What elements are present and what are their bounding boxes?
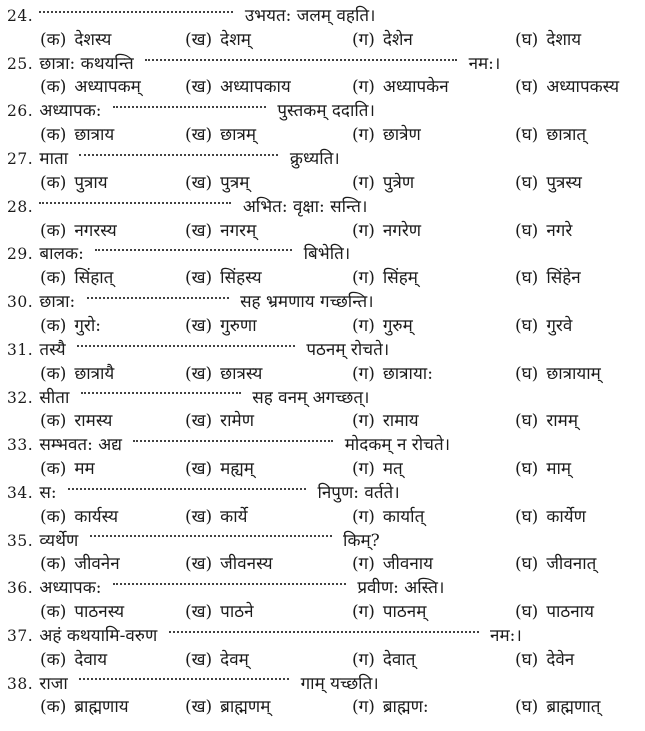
question-pre-text: छात्रा: — [39, 292, 76, 313]
option-word: नगरेण — [382, 220, 422, 241]
option-gha — [515, 410, 578, 434]
option-word: कार्येण — [546, 506, 586, 527]
question-number: 32. — [7, 388, 34, 407]
question-number: 24. — [7, 7, 34, 25]
option-letter: (क) — [40, 315, 67, 336]
option-letter: (ख) — [185, 602, 213, 623]
option-ga — [352, 506, 424, 530]
option-ga — [352, 458, 403, 482]
option-kha — [185, 124, 256, 148]
blank-dotted-line — [133, 440, 333, 442]
option-letter: (घ) — [515, 77, 539, 98]
option-word: अध्यापकेन — [382, 77, 449, 98]
question-block — [7, 243, 641, 291]
option-word: रामस्य — [74, 411, 113, 432]
option-letter: (ख) — [185, 77, 213, 98]
option-kha — [185, 506, 248, 530]
options-row — [7, 220, 641, 244]
option-letter: (ख) — [185, 125, 213, 146]
option-gha — [515, 267, 581, 291]
question-post-text: पुस्तकम् ददाति। — [277, 101, 375, 122]
option-letter: (ग) — [352, 172, 375, 193]
option-letter: (ख) — [185, 268, 213, 289]
option-word: कार्ये — [220, 506, 248, 527]
options-row — [7, 29, 641, 53]
option-letter: (ग) — [352, 315, 375, 336]
options-row — [7, 124, 641, 148]
options-row — [7, 601, 641, 625]
option-letter: (ख) — [185, 458, 213, 479]
options-row — [7, 315, 641, 339]
option-word: ब्राह्मणम् — [220, 697, 271, 718]
option-gha — [515, 696, 600, 720]
option-ka — [40, 172, 108, 196]
question-pre-text: छात्रा: कथयन्ति — [39, 53, 134, 74]
question-post-text: प्रवीण: अस्ति। — [357, 578, 445, 599]
option-gha — [515, 601, 594, 625]
option-word: देवेन — [546, 649, 575, 670]
option-word: माम् — [546, 458, 572, 479]
option-letter: (घ) — [515, 506, 539, 527]
option-gha — [515, 124, 586, 148]
option-word: सिंहात् — [74, 268, 114, 289]
option-word: पाठनम् — [382, 602, 427, 623]
option-ka — [40, 410, 112, 434]
option-word: जीवनाय — [382, 554, 434, 575]
question-block — [7, 100, 641, 148]
option-ka — [40, 696, 129, 720]
option-ga — [352, 696, 429, 720]
option-letter: (क) — [40, 649, 67, 670]
question-block — [7, 291, 641, 339]
questions-list — [7, 5, 641, 720]
question-pre-text: अध्यापक: — [39, 101, 102, 122]
option-word: ब्राह्मण: — [382, 697, 429, 718]
option-letter: (क) — [40, 506, 67, 527]
question-pre-text: अध्यापक: — [39, 578, 102, 599]
option-letter: (घ) — [515, 125, 539, 146]
option-kha — [185, 696, 270, 720]
question-block — [7, 387, 641, 435]
option-kha — [185, 363, 262, 387]
option-letter: (ग) — [352, 697, 375, 718]
option-word: देवम् — [220, 649, 249, 670]
option-ka — [40, 506, 118, 530]
question-number: 25. — [7, 54, 34, 73]
option-letter: (ग) — [352, 268, 375, 289]
option-gha — [515, 649, 574, 673]
blank-dotted-line — [90, 535, 332, 537]
option-letter: (क) — [40, 125, 67, 146]
option-ka — [40, 76, 141, 100]
option-word: पाठनस्य — [74, 602, 125, 623]
question-sentence — [7, 673, 641, 697]
question-block — [7, 53, 641, 101]
question-sentence — [7, 243, 641, 267]
option-letter: (घ) — [515, 554, 539, 575]
question-number: 37. — [7, 626, 34, 645]
blank-dotted-line — [87, 297, 229, 299]
option-letter: (घ) — [515, 315, 539, 336]
option-word: ब्राह्मणात् — [546, 697, 601, 718]
option-gha — [515, 220, 572, 244]
option-letter: (घ) — [515, 268, 539, 289]
question-block — [7, 673, 641, 721]
question-block — [7, 339, 641, 387]
option-gha — [515, 506, 586, 530]
option-word: गुरो: — [74, 315, 101, 336]
option-word: गुरवे — [546, 315, 573, 336]
option-kha — [185, 29, 251, 53]
option-letter: (क) — [40, 77, 67, 98]
option-word: पुत्रस्य — [546, 172, 582, 193]
option-word: अध्यापकाय — [220, 77, 291, 98]
option-word: नगरे — [546, 220, 573, 241]
option-word: छात्राया: — [382, 363, 433, 384]
option-word: मम — [74, 458, 95, 479]
option-ga — [352, 649, 415, 673]
option-letter: (घ) — [515, 697, 539, 718]
option-ka — [40, 267, 113, 291]
option-letter: (क) — [40, 268, 67, 289]
options-row — [7, 506, 641, 530]
question-sentence — [7, 5, 641, 29]
option-letter: (ख) — [185, 29, 213, 50]
blank-dotted-line — [68, 488, 306, 490]
option-gha — [515, 315, 572, 339]
option-ka — [40, 124, 114, 148]
blank-dotted-line — [169, 631, 479, 633]
options-row — [7, 696, 641, 720]
option-word: मत् — [382, 458, 403, 479]
option-word: सिंहम् — [382, 268, 418, 289]
option-word: देवात् — [382, 649, 416, 670]
question-post-text: गाम् यच्छति। — [300, 673, 379, 694]
question-number: 31. — [7, 340, 34, 359]
question-number: 33. — [7, 436, 34, 455]
option-word: जीवनस्य — [220, 554, 273, 575]
option-ka — [40, 29, 111, 53]
option-kha — [185, 458, 254, 482]
option-ga — [352, 601, 426, 625]
option-kha — [185, 76, 291, 100]
option-letter: (ख) — [185, 554, 213, 575]
option-letter: (घ) — [515, 602, 539, 623]
blank-dotted-line — [81, 392, 241, 394]
option-letter: (क) — [40, 172, 67, 193]
question-post-text: बिभेति। — [303, 244, 351, 265]
option-letter: (ख) — [185, 220, 213, 241]
option-letter: (क) — [40, 411, 67, 432]
option-word: रामाय — [382, 411, 419, 432]
options-row — [7, 267, 641, 291]
question-sentence — [7, 482, 641, 506]
option-word: मह्यम् — [220, 458, 254, 479]
option-word: पाठनाय — [546, 602, 594, 623]
option-letter: (ख) — [185, 172, 213, 193]
question-block — [7, 625, 641, 673]
question-number: 29. — [7, 245, 34, 264]
blank-dotted-line — [113, 106, 266, 108]
question-number: 27. — [7, 150, 34, 169]
question-sentence — [7, 434, 641, 458]
question-post-text: सह भ्रमणाय गच्छन्ति। — [240, 292, 374, 313]
question-block — [7, 5, 641, 53]
option-word: ब्राह्मणाय — [74, 697, 129, 718]
option-letter: (ख) — [185, 506, 213, 527]
question-sentence — [7, 577, 641, 601]
option-letter: (क) — [40, 363, 67, 384]
question-pre-text: सम्भवत: अद्य — [39, 435, 122, 456]
option-word: देशाय — [546, 29, 582, 50]
question-post-text: क्रुध्यति। — [289, 149, 340, 170]
option-ka — [40, 458, 95, 482]
option-letter: (घ) — [515, 29, 539, 50]
question-number: 38. — [7, 674, 34, 693]
option-word: नगरम् — [220, 220, 257, 241]
option-kha — [185, 649, 249, 673]
option-word: जीवनेन — [74, 554, 120, 575]
question-block — [7, 577, 641, 625]
option-letter: (ग) — [352, 363, 375, 384]
option-letter: (ग) — [352, 411, 375, 432]
question-sentence — [7, 53, 641, 77]
question-pre-text: राजा — [39, 673, 68, 694]
option-word: नगरस्य — [74, 220, 117, 241]
option-letter: (क) — [40, 697, 67, 718]
option-word: पुत्रम् — [220, 172, 250, 193]
option-word: देशस्य — [74, 29, 112, 50]
blank-dotted-line — [39, 202, 231, 204]
option-word: जीवनात् — [546, 554, 597, 575]
option-word: छात्रायै — [74, 363, 115, 384]
option-ga — [352, 172, 414, 196]
option-ka — [40, 315, 101, 339]
question-block — [7, 196, 641, 244]
option-kha — [185, 410, 254, 434]
options-row — [7, 76, 641, 100]
option-letter: (घ) — [515, 363, 539, 384]
question-post-text: मोदकम् न रोचते। — [344, 435, 451, 456]
option-ga — [352, 363, 433, 387]
option-word: पुत्रेण — [382, 172, 415, 193]
option-word: रामम् — [546, 411, 579, 432]
blank-dotted-line — [145, 59, 457, 61]
option-ga — [352, 76, 449, 100]
question-pre-text: व्यर्थेण — [39, 530, 79, 551]
option-letter: (घ) — [515, 220, 539, 241]
question-number: 26. — [7, 102, 34, 121]
question-post-text: नम:। — [490, 625, 522, 646]
option-gha — [515, 553, 596, 577]
option-ga — [352, 553, 433, 577]
question-sentence — [7, 100, 641, 124]
question-post-text: किम्? — [343, 530, 380, 551]
option-word: कार्यात् — [382, 506, 425, 527]
options-row — [7, 410, 641, 434]
option-word: छात्रेण — [382, 125, 421, 146]
blank-dotted-line — [113, 583, 346, 585]
option-letter: (घ) — [515, 411, 539, 432]
option-gha — [515, 29, 581, 53]
option-letter: (क) — [40, 29, 67, 50]
blank-dotted-line — [39, 11, 233, 13]
option-kha — [185, 267, 262, 291]
option-word: छात्राय — [74, 125, 115, 146]
option-letter: (ख) — [185, 697, 213, 718]
question-post-text: निपुण: वर्तते। — [317, 482, 400, 503]
blank-dotted-line — [95, 249, 292, 251]
option-letter: (क) — [40, 602, 67, 623]
option-word: देशम् — [220, 29, 251, 50]
option-word: कार्यस्य — [74, 506, 119, 527]
question-number: 35. — [7, 531, 34, 550]
option-letter: (ग) — [352, 77, 375, 98]
question-sentence — [7, 291, 641, 315]
question-block — [7, 434, 641, 482]
question-pre-text: अहं कथयामि-वरुण — [39, 625, 158, 646]
option-word: पुत्राय — [74, 172, 108, 193]
question-number: 34. — [7, 483, 34, 502]
question-sentence — [7, 339, 641, 363]
option-ka — [40, 553, 120, 577]
option-ka — [40, 220, 117, 244]
option-ga — [352, 124, 421, 148]
option-gha — [515, 172, 582, 196]
question-post-text: नम:। — [468, 53, 501, 74]
option-ka — [40, 649, 107, 673]
option-word: अध्यापकम् — [74, 77, 141, 98]
question-pre-text: सीता — [39, 387, 70, 408]
option-word: सिंहेन — [546, 268, 581, 289]
question-block — [7, 530, 641, 578]
question-block — [7, 148, 641, 196]
option-ga — [352, 315, 413, 339]
option-letter: (घ) — [515, 649, 539, 670]
option-word: देवाय — [74, 649, 108, 670]
question-post-text: उभयत: जलम् वहति। — [244, 6, 376, 26]
question-pre-text: स: — [39, 482, 57, 503]
option-ga — [352, 220, 421, 244]
option-letter: (ग) — [352, 506, 375, 527]
option-word: अध्यापकस्य — [546, 77, 620, 98]
option-ga — [352, 410, 419, 434]
question-post-text: सह वनम् अगच्छत्। — [252, 387, 370, 408]
option-word: गुरुम् — [382, 315, 413, 336]
blank-dotted-line — [79, 678, 289, 680]
option-letter: (ग) — [352, 554, 375, 575]
options-row — [7, 649, 641, 673]
option-letter: (क) — [40, 554, 67, 575]
question-pre-text: बालक: — [39, 244, 84, 265]
question-pre-text: माता — [39, 149, 69, 170]
option-ka — [40, 601, 124, 625]
option-kha — [185, 172, 249, 196]
option-kha — [185, 601, 254, 625]
option-word: सिंहस्य — [220, 268, 262, 289]
question-sentence — [7, 196, 641, 220]
option-kha — [185, 553, 273, 577]
question-sentence — [7, 387, 641, 411]
option-gha — [515, 458, 571, 482]
option-word: छात्रायाम् — [546, 363, 601, 384]
option-word: छात्रम् — [220, 125, 257, 146]
option-gha — [515, 363, 601, 387]
option-kha — [185, 315, 257, 339]
option-letter: (ख) — [185, 649, 213, 670]
options-row — [7, 363, 641, 387]
question-number: 28. — [7, 197, 34, 216]
blank-dotted-line — [79, 154, 278, 156]
options-row — [7, 458, 641, 482]
option-letter: (घ) — [515, 458, 539, 479]
option-letter: (ख) — [185, 363, 213, 384]
option-word: देशेन — [382, 29, 413, 50]
option-letter: (ग) — [352, 649, 375, 670]
question-block — [7, 482, 641, 530]
option-word: गुरुणा — [220, 315, 257, 336]
option-word: छात्रात् — [546, 125, 587, 146]
option-letter: (ख) — [185, 315, 213, 336]
options-row — [7, 172, 641, 196]
question-post-text: अभित: वृक्षा: सन्ति। — [242, 196, 368, 217]
blank-dotted-line — [77, 345, 295, 347]
option-letter: (ग) — [352, 220, 375, 241]
option-gha — [515, 76, 619, 100]
option-letter: (घ) — [515, 172, 539, 193]
option-ka — [40, 363, 114, 387]
question-sentence — [7, 148, 641, 172]
option-word: छात्रस्य — [220, 363, 263, 384]
option-ga — [352, 29, 413, 53]
question-number: 36. — [7, 579, 34, 598]
question-number: 30. — [7, 293, 34, 312]
question-sentence — [7, 530, 641, 554]
option-letter: (ग) — [352, 602, 375, 623]
option-letter: (ख) — [185, 411, 213, 432]
option-letter: (ग) — [352, 458, 375, 479]
option-letter: (ग) — [352, 125, 375, 146]
option-letter: (ग) — [352, 29, 375, 50]
option-letter: (क) — [40, 458, 67, 479]
question-post-text: पठनम् रोचते। — [306, 339, 390, 360]
option-letter: (क) — [40, 220, 67, 241]
option-word: पाठने — [220, 602, 254, 623]
option-kha — [185, 220, 256, 244]
question-pre-text: तस्यै — [39, 339, 66, 360]
question-sentence — [7, 625, 641, 649]
option-word: रामेण — [220, 411, 254, 432]
options-row — [7, 553, 641, 577]
option-ga — [352, 267, 418, 291]
